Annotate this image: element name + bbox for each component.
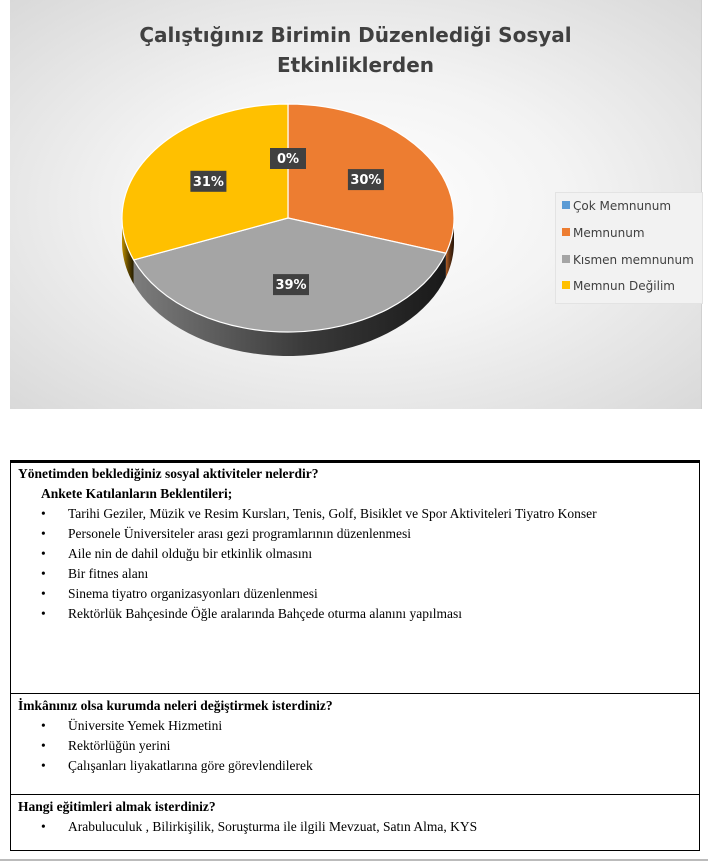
list-item <box>41 606 462 622</box>
data-label <box>270 148 306 169</box>
page-divider <box>0 859 708 861</box>
section-subheading: Ankete Katılanların Beklentileri; <box>41 486 233 501</box>
list-item-text: Aile nin de dahil olduğu bir etkinlik olmasını <box>68 546 313 561</box>
survey-table <box>10 460 700 851</box>
legend-label: Kısmen memnunum <box>573 253 694 267</box>
data-label-text: 30% <box>350 173 382 189</box>
question-title: Hangi eğitimleri almak isterdiniz? <box>18 799 216 814</box>
bullet: • <box>41 526 46 541</box>
list-item <box>41 738 170 754</box>
bullet: • <box>41 758 46 773</box>
list-item <box>41 758 313 774</box>
legend-swatch <box>562 281 570 289</box>
bullet: • <box>41 606 46 621</box>
data-label <box>190 171 226 192</box>
list-item-text: Rektörlüğün yerini <box>68 738 171 753</box>
legend-swatch <box>562 228 570 236</box>
list-item <box>41 546 312 562</box>
bullet: • <box>41 819 46 834</box>
chart-legend <box>555 192 703 304</box>
list-item <box>41 566 148 582</box>
bullet: • <box>41 738 46 753</box>
legend-item <box>562 199 671 213</box>
list-item-text: Sinema tiyatro organizasyonları düzenlenmesi <box>68 586 318 601</box>
bullet: • <box>41 566 46 581</box>
list-item <box>41 506 597 522</box>
list-item-text: Rektörlük Bahçesinde Öğle aralarında Bahçede oturma alanını yapılması <box>68 606 462 621</box>
bullet: • <box>41 546 46 561</box>
legend-item <box>562 279 675 293</box>
survey-section-change-requests <box>11 694 699 795</box>
legend-swatch <box>562 201 570 209</box>
legend-label: Memnunum <box>573 226 645 240</box>
chart-area <box>10 0 702 409</box>
survey-section-social-activities <box>11 463 699 694</box>
survey-section-trainings <box>11 795 699 852</box>
list-item-text: Tarihi Geziler, Müzik ve Resim Kursları, Tenis, Golf, Bisiklet ve Spor Aktiviteleri Tiyatro Konser <box>68 506 597 521</box>
question-title: Yönetimden beklediğiniz sosyal aktiviteler nelerdir? <box>18 466 319 481</box>
list-item-text: Üniversite Yemek Hizmetini <box>68 718 223 733</box>
bullet: • <box>41 586 46 601</box>
list-item <box>41 718 222 734</box>
list-item <box>41 586 318 602</box>
bullet: • <box>41 718 46 733</box>
question-title: İmkânınız olsa kurumda neleri değiştirmek isterdiniz? <box>18 698 333 713</box>
data-label <box>348 169 384 190</box>
chart-title-line-1: Çalıştığınız Birimin Düzenlediği Sosyal <box>139 23 572 47</box>
list-item-text: Arabuluculuk , Bilirkişilik, Soruşturma ile ilgili Mevzuat, Satın Alma, KYS <box>68 819 478 834</box>
legend-swatch <box>562 255 570 263</box>
legend-item <box>562 253 694 267</box>
list-item-text: Çalışanları liyakatlarına göre görevlendilerek <box>68 758 313 773</box>
list-item <box>41 526 411 542</box>
list-item-text: Personele Üniversiteler arası gezi programlarının düzenlenmesi <box>68 526 411 541</box>
chart-title-line-2: Etkinliklerden <box>276 53 435 77</box>
list-item-text: Bir fitnes alanı <box>68 566 149 581</box>
data-label-text: 0% <box>276 152 300 167</box>
list-item <box>41 819 477 835</box>
legend-item <box>562 226 645 240</box>
data-label-text: 39% <box>275 278 307 294</box>
legend-label: Memnun Değilim <box>573 279 675 293</box>
data-label <box>273 274 309 295</box>
data-label-text: 31% <box>192 174 224 190</box>
bullet: • <box>41 506 46 521</box>
legend-label: Çok Memnunum <box>573 199 672 213</box>
